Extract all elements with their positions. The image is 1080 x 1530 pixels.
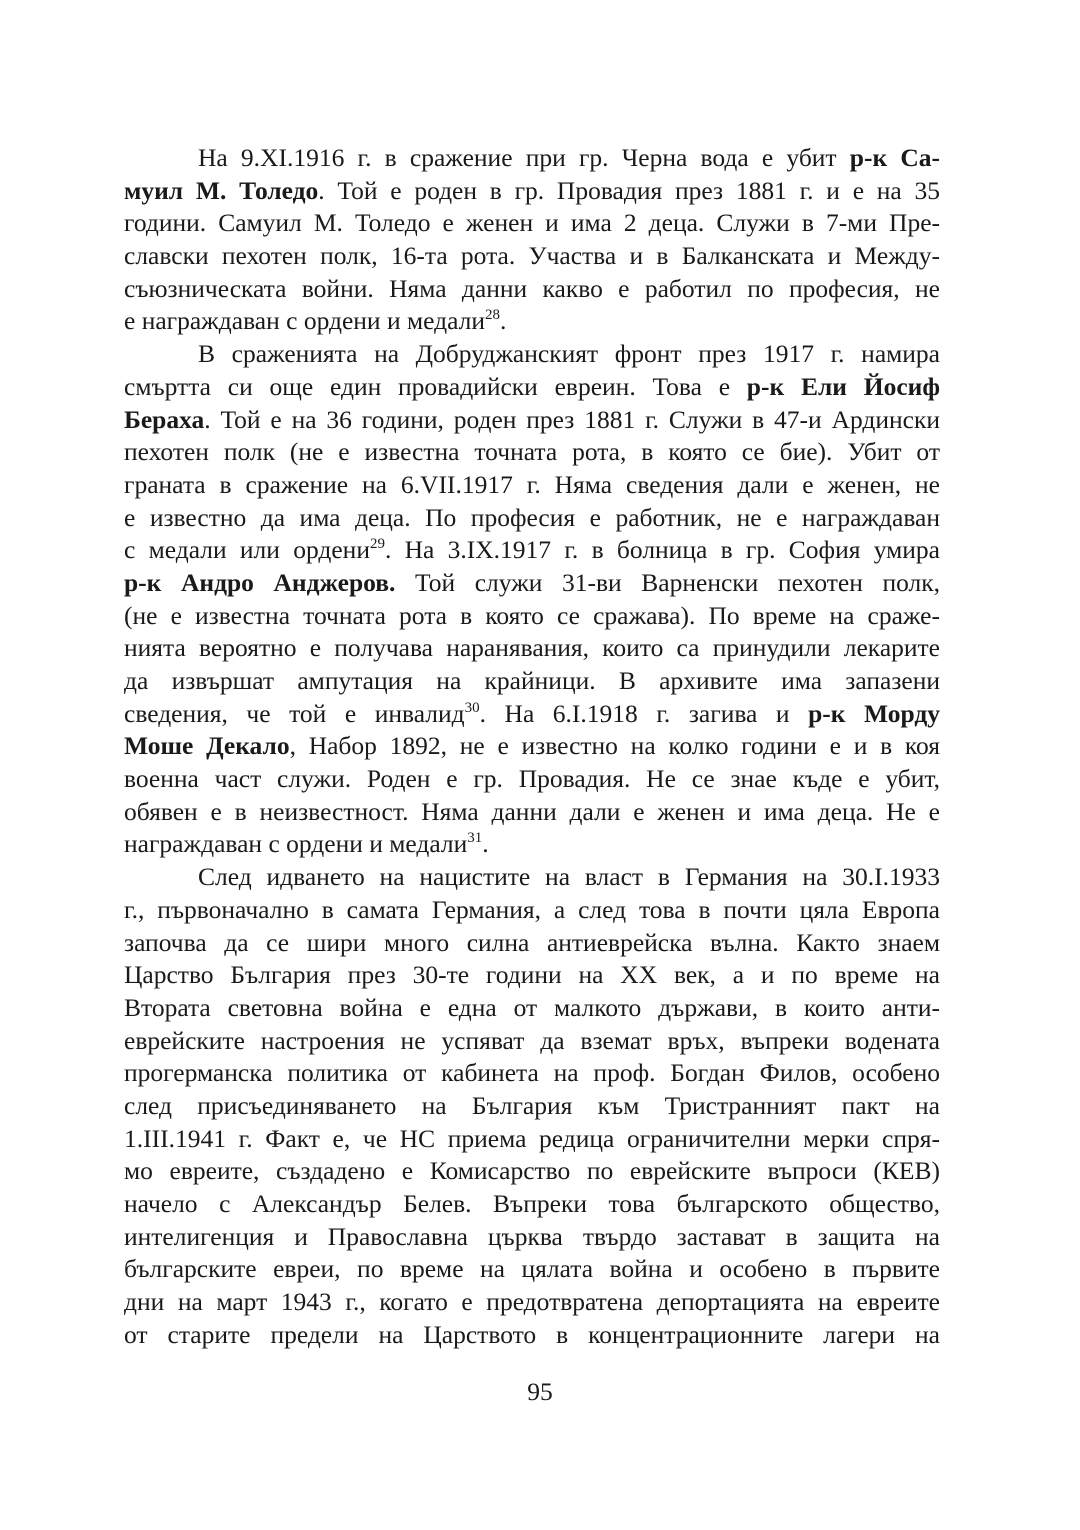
- text-run: . Той е роден в гр. Провадия през 1881 г. и е на 35: [318, 175, 940, 205]
- text-line: [124, 502, 940, 535]
- footnote-ref: 29: [369, 536, 385, 553]
- text-run: В сраженията на Добруджанският фронт през 1917 г. намира: [198, 339, 940, 369]
- text-line: [124, 894, 940, 927]
- text-line: [124, 338, 940, 371]
- text-run: българските евреи, по време на цялата война и особено в първите: [124, 1254, 940, 1284]
- text-line: [124, 371, 940, 404]
- bold-name: р-к Андро Анджеров.: [124, 567, 396, 597]
- text-run: славски пехотен полк, 16-та рота. Участва и в Балканската и Между-: [124, 241, 940, 271]
- text-run: нията вероятно е получава наранявания, които са принудили лекарите: [124, 633, 940, 663]
- body-text: [124, 142, 940, 1351]
- text-line: [124, 959, 940, 992]
- text-line: [124, 240, 940, 273]
- text-line: [124, 730, 940, 763]
- text-run: дни на март 1943 г., когато е предотвратена депортацията на евреите: [124, 1287, 940, 1317]
- text-run: .: [482, 829, 489, 859]
- text-line: [124, 142, 940, 175]
- text-run: граната в сражение на 6.VII.1917 г. Няма сведения дали е женен, не: [124, 469, 940, 499]
- text-line: [124, 469, 940, 502]
- text-run: . На 6.I.1918 г. загива и: [479, 698, 809, 728]
- bold-name: Моше Декало: [124, 731, 290, 761]
- text-run: Втората световна война е една от малкото държави, в които анти-: [124, 992, 940, 1022]
- text-line: [124, 534, 940, 567]
- text-run: .: [499, 306, 507, 336]
- text-line: [124, 1057, 940, 1090]
- text-run: г., първоначално в самата Германия, а след това в почти цяла Европа: [124, 894, 940, 924]
- footnote-ref: 31: [467, 830, 483, 847]
- text-line: [124, 992, 940, 1025]
- text-line: [124, 600, 940, 633]
- bold-name: р-к Са-: [849, 143, 940, 172]
- text-run: започва да се шири много силна антиеврейска вълна. Както знаем: [124, 927, 940, 957]
- text-run: години. Самуил М. Толедо е женен и има 2 деца. Служи в 7-ми Пре-: [124, 208, 940, 238]
- bold-name: Бераха: [124, 404, 205, 434]
- text-run: начело с Александър Белев. Въпреки това българското общество,: [124, 1189, 940, 1218]
- text-run: награждаван с ордени и медали: [124, 829, 468, 859]
- bold-name: р-к Ели Йосиф: [746, 371, 940, 401]
- text-run: е награждаван с ордени и медали: [124, 306, 485, 336]
- text-line: [124, 567, 940, 600]
- text-run: след присъединяването на България към Тристранният пакт на: [124, 1090, 940, 1120]
- text-run: смъртта си още един провадийски евреин. Това е: [124, 371, 747, 401]
- text-line: [124, 796, 940, 829]
- text-line: [124, 1025, 940, 1058]
- text-run: е известно да има деца. По професия е работник, не е награждаван: [124, 502, 940, 532]
- page-number: 95: [527, 1377, 553, 1406]
- footnote-ref: 28: [484, 307, 500, 324]
- text-run: пехотен полк (не е известна точната рота, в която се бие). Убит от: [124, 437, 940, 467]
- text-line: [124, 1155, 940, 1188]
- text-line: [124, 1123, 940, 1156]
- text-line: [124, 763, 940, 796]
- text-line: [124, 207, 940, 240]
- footnote-ref: 30: [464, 699, 480, 716]
- text-run: интелигенция и Православна църква твърдо застават в защита на: [124, 1221, 940, 1251]
- text-line: [124, 1221, 940, 1254]
- bold-name: муил М. Толедо: [124, 175, 319, 205]
- text-run: След идването на нацистите на власт в Германия на 30.I.1933: [198, 862, 940, 892]
- text-run: съюзническата войни. Няма данни какво е работил по професия, не: [124, 273, 940, 303]
- text-run: . Той е на 36 години, роден през 1881 г. Служи в 47-и Ардински: [204, 404, 940, 434]
- text-run: еврейските настроения не успяват да вземат връх, въпреки водената: [124, 1025, 940, 1055]
- text-line: [124, 175, 940, 208]
- text-line: [124, 404, 940, 437]
- text-line: [124, 1319, 940, 1352]
- text-run: (не е известна точната рота в която се сражава). По време на сраже-: [124, 600, 940, 630]
- text-run: да извършат ампутация на крайници. В архивите има запазени: [124, 666, 940, 695]
- text-run: . На 3.IX.1917 г. в болница в гр. София умира: [384, 535, 941, 565]
- text-line: [124, 828, 940, 861]
- text-run: мо евреите, създадено е Комисарство по еврейските въпроси (КЕВ): [124, 1156, 940, 1186]
- text-line: [124, 861, 940, 894]
- text-line: [124, 1090, 940, 1123]
- text-line: [124, 436, 940, 469]
- text-line: [124, 1253, 940, 1286]
- text-run: от старите предели на Царството в концентрационните лагери на: [124, 1319, 940, 1349]
- text-run: обявен е в неизвестност. Няма данни дали е женен и има деца. Не е: [124, 796, 940, 826]
- text-run: 1.III.1941 г. Факт е, че НС приема редица ограничителни мерки спря-: [124, 1123, 940, 1153]
- text-run: сведения, че той е инвалид: [124, 698, 465, 728]
- text-line: [124, 632, 940, 665]
- text-run: Царство България през 30-те години на XX век, а и по време на: [124, 960, 940, 990]
- text-run: , Набор 1892, не е известно на колко години е и в коя: [289, 731, 940, 761]
- text-run: военна част служи. Роден е гр. Провадия. Не се знае къде е убит,: [124, 764, 940, 794]
- text-line: [124, 305, 940, 338]
- text-line: [124, 273, 940, 306]
- text-line: [124, 1188, 940, 1221]
- text-run: Той служи 31-ви Варненски пехотен полк,: [395, 567, 940, 597]
- text-line: [124, 665, 940, 698]
- text-run: прогерманска политика от кабинета на проф. Богдан Филов, особено: [124, 1058, 940, 1088]
- text-line: [124, 1286, 940, 1319]
- text-run: На 9.XI.1916 г. в сражение при гр. Черна вода е убит: [198, 143, 850, 172]
- bold-name: р-к Морду: [808, 698, 940, 728]
- text-run: с медали или ордени: [124, 535, 370, 565]
- text-line: [124, 927, 940, 960]
- text-line: [124, 698, 940, 731]
